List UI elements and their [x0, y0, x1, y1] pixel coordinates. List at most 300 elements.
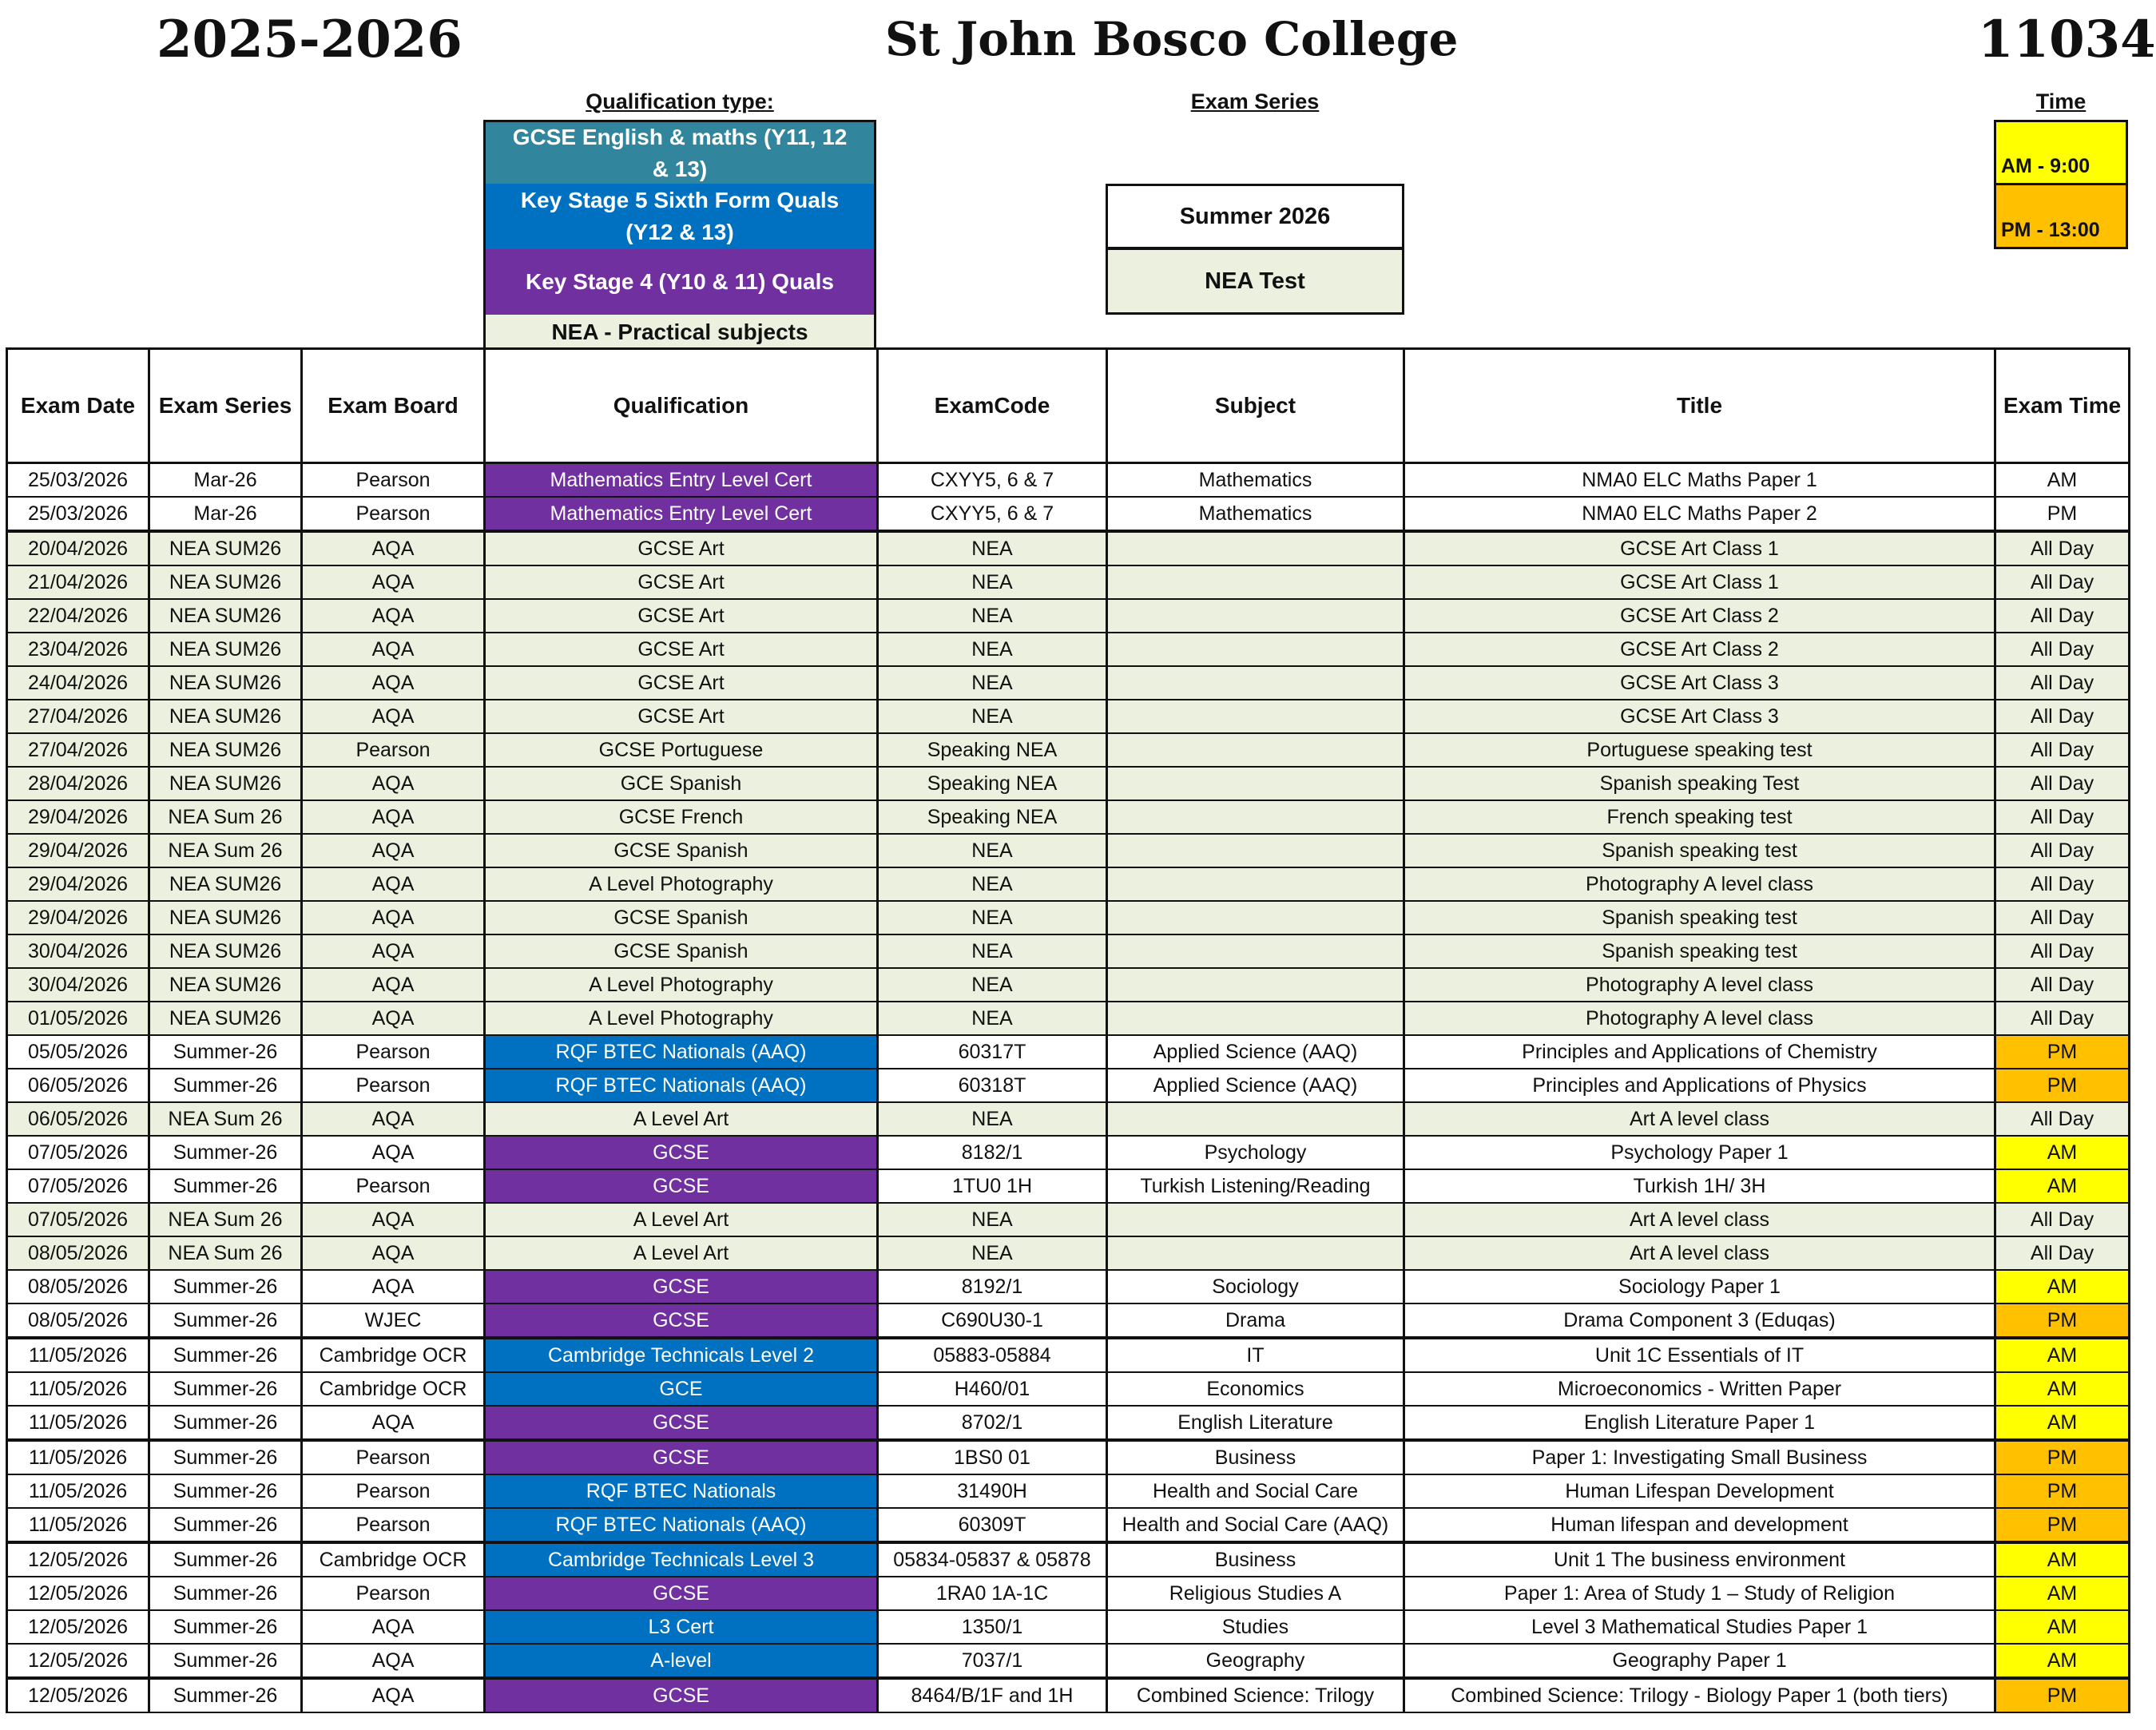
- cell-qualification: GCSE Art: [485, 599, 878, 633]
- cell-exam-date: 27/04/2026: [7, 700, 149, 733]
- cell-exam-board: Pearson: [302, 1169, 485, 1203]
- cell-exam-time: AM: [1995, 1542, 2130, 1577]
- cell-exam-date: 11/05/2026: [7, 1406, 149, 1440]
- cell-exam-series: Summer-26: [149, 1035, 302, 1069]
- cell-exam-time: AM: [1995, 1169, 2130, 1203]
- table-row: [7, 599, 2130, 633]
- cell-exam-board: Cambridge OCR: [302, 1372, 485, 1406]
- cell-exam-series: NEA Sum 26: [149, 800, 302, 834]
- cell-exam-code: 05883-05884: [878, 1338, 1107, 1372]
- cell-exam-date: 12/05/2026: [7, 1644, 149, 1678]
- cell-subject: [1107, 1203, 1404, 1236]
- cell-exam-code: Speaking NEA: [878, 767, 1107, 800]
- cell-qualification: Cambridge Technicals Level 2: [485, 1338, 878, 1372]
- cell-exam-code: CXYY5, 6 & 7: [878, 463, 1107, 498]
- cell-exam-time: All Day: [1995, 767, 2130, 800]
- cell-qualification: GCE: [485, 1372, 878, 1406]
- cell-exam-series: Summer-26: [149, 1678, 302, 1712]
- cell-exam-time: All Day: [1995, 733, 2130, 767]
- cell-exam-date: 23/04/2026: [7, 633, 149, 666]
- legend-key-stage-4: [483, 249, 876, 315]
- cell-exam-board: Pearson: [302, 463, 485, 498]
- cell-exam-board: Pearson: [302, 497, 485, 531]
- cell-subject: Combined Science: Trilogy: [1107, 1678, 1404, 1712]
- cell-exam-board: AQA: [302, 901, 485, 934]
- cell-exam-code: CXYY5, 6 & 7: [878, 497, 1107, 531]
- cell-exam-date: 07/05/2026: [7, 1203, 149, 1236]
- cell-qualification: Mathematics Entry Level Cert: [485, 463, 878, 498]
- cell-exam-board: AQA: [302, 633, 485, 666]
- cell-exam-time: PM: [1995, 1440, 2130, 1474]
- cell-exam-code: NEA: [878, 1102, 1107, 1136]
- cell-exam-time: AM: [1995, 1270, 2130, 1303]
- cell-title: GCSE Art Class 2: [1404, 599, 1995, 633]
- cell-exam-date: 11/05/2026: [7, 1508, 149, 1542]
- cell-qualification: A Level Art: [485, 1102, 878, 1136]
- cell-qualification: GCSE: [485, 1169, 878, 1203]
- cell-title: Art A level class: [1404, 1102, 1995, 1136]
- academic-year: 2025-2026: [157, 10, 463, 69]
- cell-subject: [1107, 1002, 1404, 1035]
- cell-exam-series: Mar-26: [149, 497, 302, 531]
- cell-exam-code: 05834-05837 & 05878: [878, 1542, 1107, 1577]
- cell-exam-date: 12/05/2026: [7, 1610, 149, 1644]
- cell-title: GCSE Art Class 3: [1404, 700, 1995, 733]
- cell-exam-time: AM: [1995, 1406, 2130, 1440]
- cell-exam-board: AQA: [302, 1610, 485, 1644]
- column-header-exam-code: ExamCode: [878, 349, 1107, 463]
- cell-exam-board: AQA: [302, 666, 485, 700]
- cell-title: NMA0 ELC Maths Paper 1: [1404, 463, 1995, 498]
- cell-exam-time: All Day: [1995, 700, 2130, 733]
- cell-exam-code: Speaking NEA: [878, 800, 1107, 834]
- cell-exam-time: AM: [1995, 1136, 2130, 1169]
- cell-exam-code: 8192/1: [878, 1270, 1107, 1303]
- cell-exam-date: 22/04/2026: [7, 599, 149, 633]
- cell-exam-date: 08/05/2026: [7, 1303, 149, 1338]
- cell-exam-time: All Day: [1995, 633, 2130, 666]
- cell-exam-board: Cambridge OCR: [302, 1338, 485, 1372]
- cell-exam-time: PM: [1995, 1508, 2130, 1542]
- cell-exam-series: Summer-26: [149, 1372, 302, 1406]
- cell-exam-time: All Day: [1995, 934, 2130, 968]
- series-label: NEA Test: [1205, 268, 1305, 294]
- column-header-exam-date: Exam Date: [7, 349, 149, 463]
- cell-exam-date: 25/03/2026: [7, 497, 149, 531]
- cell-exam-date: 12/05/2026: [7, 1577, 149, 1610]
- table-row: [7, 867, 2130, 901]
- cell-exam-series: NEA SUM26: [149, 934, 302, 968]
- cell-exam-board: AQA: [302, 1203, 485, 1236]
- cell-qualification: A Level Photography: [485, 968, 878, 1002]
- cell-exam-board: AQA: [302, 1136, 485, 1169]
- cell-exam-code: 60309T: [878, 1508, 1107, 1542]
- cell-exam-series: NEA SUM26: [149, 599, 302, 633]
- cell-exam-time: All Day: [1995, 1002, 2130, 1035]
- cell-exam-code: NEA: [878, 666, 1107, 700]
- cell-qualification: GCSE: [485, 1406, 878, 1440]
- table-row: [7, 1338, 2130, 1372]
- legend-label: Key Stage 5 Sixth Form Quals (Y12 & 13): [520, 188, 840, 244]
- table-row: [7, 463, 2130, 498]
- table-row: [7, 1440, 2130, 1474]
- cell-title: NMA0 ELC Maths Paper 2: [1404, 497, 1995, 531]
- table-row: [7, 733, 2130, 767]
- cell-exam-code: NEA: [878, 834, 1107, 867]
- cell-subject: [1107, 565, 1404, 599]
- cell-exam-time: PM: [1995, 1069, 2130, 1102]
- table-row: [7, 666, 2130, 700]
- cell-exam-board: Cambridge OCR: [302, 1542, 485, 1577]
- cell-title: Sociology Paper 1: [1404, 1270, 1995, 1303]
- cell-title: Spanish speaking test: [1404, 901, 1995, 934]
- cell-exam-board: AQA: [302, 767, 485, 800]
- cell-title: Spanish speaking test: [1404, 834, 1995, 867]
- cell-exam-code: 60318T: [878, 1069, 1107, 1102]
- cell-title: Microeconomics - Written Paper: [1404, 1372, 1995, 1406]
- cell-subject: [1107, 1102, 1404, 1136]
- cell-title: Geography Paper 1: [1404, 1644, 1995, 1678]
- cell-title: Paper 1: Area of Study 1 – Study of Religion: [1404, 1577, 1995, 1610]
- cell-title: GCSE Art Class 1: [1404, 531, 1995, 565]
- table-row: [7, 565, 2130, 599]
- table-row: [7, 1406, 2130, 1440]
- time-heading: Time: [2035, 89, 2087, 113]
- cell-exam-time: AM: [1995, 1338, 2130, 1372]
- cell-exam-time: All Day: [1995, 1203, 2130, 1236]
- cell-exam-board: Pearson: [302, 1577, 485, 1610]
- cell-exam-time: All Day: [1995, 1102, 2130, 1136]
- cell-exam-date: 29/04/2026: [7, 867, 149, 901]
- cell-qualification: GCSE Art: [485, 700, 878, 733]
- school-name: St John Bosco College: [885, 12, 1459, 66]
- cell-exam-time: All Day: [1995, 867, 2130, 901]
- cell-exam-board: AQA: [302, 934, 485, 968]
- cell-qualification: RQF BTEC Nationals: [485, 1474, 878, 1508]
- cell-exam-date: 06/05/2026: [7, 1069, 149, 1102]
- cell-exam-date: 01/05/2026: [7, 1002, 149, 1035]
- cell-qualification: GCSE: [485, 1678, 878, 1712]
- cell-exam-series: NEA SUM26: [149, 565, 302, 599]
- legend-label: GCSE English & maths (Y11, 12 & 13): [512, 124, 848, 181]
- cell-title: Combined Science: Trilogy - Biology Paper 1 (both tiers): [1404, 1678, 1995, 1712]
- cell-exam-code: NEA: [878, 599, 1107, 633]
- cell-subject: Applied Science (AAQ): [1107, 1035, 1404, 1069]
- cell-qualification: GCSE: [485, 1577, 878, 1610]
- cell-exam-series: Summer-26: [149, 1136, 302, 1169]
- cell-exam-date: 11/05/2026: [7, 1440, 149, 1474]
- cell-exam-code: NEA: [878, 700, 1107, 733]
- cell-qualification: A Level Photography: [485, 867, 878, 901]
- table-row: [7, 968, 2130, 1002]
- time-label: PM - 13:00: [2001, 219, 2100, 241]
- cell-exam-code: NEA: [878, 901, 1107, 934]
- cell-exam-code: NEA: [878, 968, 1107, 1002]
- cell-exam-code: NEA: [878, 633, 1107, 666]
- table-row: [7, 1136, 2130, 1169]
- cell-qualification: GCSE Art: [485, 633, 878, 666]
- cell-exam-series: NEA SUM26: [149, 531, 302, 565]
- legend-nea-practical: [483, 315, 876, 349]
- table-row: [7, 1577, 2130, 1610]
- cell-title: GCSE Art Class 2: [1404, 633, 1995, 666]
- cell-exam-series: NEA SUM26: [149, 968, 302, 1002]
- cell-exam-board: Pearson: [302, 1508, 485, 1542]
- cell-title: Principles and Applications of Physics: [1404, 1069, 1995, 1102]
- cell-exam-date: 07/05/2026: [7, 1169, 149, 1203]
- column-header-qualification: Qualification: [485, 349, 878, 463]
- table-row: [7, 700, 2130, 733]
- cell-exam-code: 1BS0 01: [878, 1440, 1107, 1474]
- cell-exam-board: AQA: [302, 565, 485, 599]
- cell-exam-board: AQA: [302, 1270, 485, 1303]
- cell-exam-series: NEA SUM26: [149, 901, 302, 934]
- cell-qualification: A Level Photography: [485, 1002, 878, 1035]
- cell-exam-time: AM: [1995, 1372, 2130, 1406]
- cell-exam-code: NEA: [878, 1203, 1107, 1236]
- cell-exam-board: Pearson: [302, 1069, 485, 1102]
- cell-exam-series: Summer-26: [149, 1542, 302, 1577]
- cell-exam-code: 1350/1: [878, 1610, 1107, 1644]
- cell-exam-series: Summer-26: [149, 1644, 302, 1678]
- cell-title: English Literature Paper 1: [1404, 1406, 1995, 1440]
- cell-exam-series: Summer-26: [149, 1406, 302, 1440]
- cell-subject: [1107, 901, 1404, 934]
- cell-exam-board: AQA: [302, 968, 485, 1002]
- cell-qualification: Mathematics Entry Level Cert: [485, 497, 878, 531]
- cell-exam-board: AQA: [302, 531, 485, 565]
- cell-exam-board: AQA: [302, 834, 485, 867]
- cell-subject: Drama: [1107, 1303, 1404, 1338]
- time-label: AM - 9:00: [2001, 155, 2090, 177]
- cell-exam-time: All Day: [1995, 531, 2130, 565]
- cell-exam-series: NEA SUM26: [149, 633, 302, 666]
- cell-exam-date: 21/04/2026: [7, 565, 149, 599]
- cell-qualification: RQF BTEC Nationals (AAQ): [485, 1035, 878, 1069]
- cell-title: GCSE Art Class 3: [1404, 666, 1995, 700]
- cell-exam-time: All Day: [1995, 666, 2130, 700]
- cell-exam-date: 24/04/2026: [7, 666, 149, 700]
- cell-exam-board: Pearson: [302, 1035, 485, 1069]
- cell-subject: [1107, 968, 1404, 1002]
- cell-title: Level 3 Mathematical Studies Paper 1: [1404, 1610, 1995, 1644]
- table-row: [7, 834, 2130, 867]
- cell-subject: [1107, 934, 1404, 968]
- cell-exam-series: Summer-26: [149, 1338, 302, 1372]
- cell-subject: Psychology: [1107, 1136, 1404, 1169]
- cell-exam-code: 8464/B/1F and 1H: [878, 1678, 1107, 1712]
- cell-qualification: A Level Art: [485, 1203, 878, 1236]
- cell-exam-date: 08/05/2026: [7, 1236, 149, 1270]
- cell-exam-date: 12/05/2026: [7, 1678, 149, 1712]
- column-header-exam-board: Exam Board: [302, 349, 485, 463]
- cell-exam-time: All Day: [1995, 968, 2130, 1002]
- cell-exam-date: 29/04/2026: [7, 834, 149, 867]
- cell-exam-series: NEA Sum 26: [149, 1203, 302, 1236]
- table-row: [7, 531, 2130, 565]
- table-row: [7, 1203, 2130, 1236]
- table-row: [7, 1102, 2130, 1136]
- series-summer-2026: [1106, 184, 1404, 249]
- cell-qualification: Cambridge Technicals Level 3: [485, 1542, 878, 1577]
- column-header-title: Title: [1404, 349, 1995, 463]
- cell-subject: [1107, 800, 1404, 834]
- cell-subject: Mathematics: [1107, 463, 1404, 498]
- cell-exam-time: AM: [1995, 1610, 2130, 1644]
- cell-qualification: GCSE: [485, 1136, 878, 1169]
- cell-subject: Business: [1107, 1542, 1404, 1577]
- table-row: [7, 1002, 2130, 1035]
- table-row: [7, 1372, 2130, 1406]
- cell-subject: [1107, 834, 1404, 867]
- table-row: [7, 1508, 2130, 1542]
- cell-qualification: GCSE Art: [485, 666, 878, 700]
- cell-exam-series: Mar-26: [149, 463, 302, 498]
- cell-subject: [1107, 1236, 1404, 1270]
- table-row: [7, 800, 2130, 834]
- cell-exam-board: AQA: [302, 800, 485, 834]
- cell-title: GCSE Art Class 1: [1404, 565, 1995, 599]
- cell-subject: [1107, 633, 1404, 666]
- cell-title: Art A level class: [1404, 1203, 1995, 1236]
- column-header-subject: Subject: [1107, 349, 1404, 463]
- cell-exam-time: All Day: [1995, 599, 2130, 633]
- cell-exam-time: All Day: [1995, 800, 2130, 834]
- exam-timetable: [6, 347, 2130, 1713]
- cell-exam-time: All Day: [1995, 1236, 2130, 1270]
- cell-exam-date: 11/05/2026: [7, 1338, 149, 1372]
- cell-subject: [1107, 767, 1404, 800]
- cell-qualification: A-level: [485, 1644, 878, 1678]
- cell-exam-time: All Day: [1995, 565, 2130, 599]
- cell-qualification: GCSE Portuguese: [485, 733, 878, 767]
- cell-exam-time: PM: [1995, 1303, 2130, 1338]
- cell-exam-code: 1RA0 1A-1C: [878, 1577, 1107, 1610]
- table-row: [7, 1474, 2130, 1508]
- cell-exam-series: NEA SUM26: [149, 767, 302, 800]
- cell-subject: Turkish Listening/Reading: [1107, 1169, 1404, 1203]
- cell-exam-date: 05/05/2026: [7, 1035, 149, 1069]
- cell-exam-code: NEA: [878, 1002, 1107, 1035]
- cell-title: Unit 1C Essentials of IT: [1404, 1338, 1995, 1372]
- cell-exam-code: 31490H: [878, 1474, 1107, 1508]
- cell-qualification: GCSE Spanish: [485, 934, 878, 968]
- cell-title: Psychology Paper 1: [1404, 1136, 1995, 1169]
- cell-exam-series: Summer-26: [149, 1303, 302, 1338]
- cell-exam-series: Summer-26: [149, 1069, 302, 1102]
- cell-subject: English Literature: [1107, 1406, 1404, 1440]
- cell-exam-code: NEA: [878, 565, 1107, 599]
- cell-exam-time: AM: [1995, 463, 2130, 498]
- cell-exam-series: NEA Sum 26: [149, 1102, 302, 1136]
- table-row: [7, 1236, 2130, 1270]
- cell-title: Spanish speaking test: [1404, 934, 1995, 968]
- cell-subject: Health and Social Care: [1107, 1474, 1404, 1508]
- cell-title: French speaking test: [1404, 800, 1995, 834]
- cell-title: Paper 1: Investigating Small Business: [1404, 1440, 1995, 1474]
- column-header-exam-time: Exam Time: [1995, 349, 2130, 463]
- table-row: [7, 497, 2130, 531]
- cell-exam-date: 25/03/2026: [7, 463, 149, 498]
- table-header-row: [7, 349, 2130, 463]
- cell-exam-board: WJEC: [302, 1303, 485, 1338]
- cell-exam-code: 8702/1: [878, 1406, 1107, 1440]
- cell-title: Human lifespan and development: [1404, 1508, 1995, 1542]
- cell-exam-code: H460/01: [878, 1372, 1107, 1406]
- cell-exam-date: 29/04/2026: [7, 901, 149, 934]
- table-row: [7, 1644, 2130, 1678]
- table-row: [7, 1303, 2130, 1338]
- cell-exam-date: 12/05/2026: [7, 1542, 149, 1577]
- legend-gcse-english-maths: [483, 120, 876, 184]
- cell-title: Spanish speaking Test: [1404, 767, 1995, 800]
- table-row: [7, 1610, 2130, 1644]
- cell-exam-date: 07/05/2026: [7, 1136, 149, 1169]
- table-body: [7, 463, 2130, 1713]
- cell-title: Human Lifespan Development: [1404, 1474, 1995, 1508]
- centre-number: 11034: [1978, 10, 2156, 69]
- cell-exam-date: 30/04/2026: [7, 934, 149, 968]
- cell-subject: Applied Science (AAQ): [1107, 1069, 1404, 1102]
- cell-exam-series: Summer-26: [149, 1169, 302, 1203]
- legend-label: NEA - Practical subjects: [551, 319, 808, 344]
- cell-title: Drama Component 3 (Eduqas): [1404, 1303, 1995, 1338]
- cell-exam-code: 60317T: [878, 1035, 1107, 1069]
- cell-subject: IT: [1107, 1338, 1404, 1372]
- cell-qualification: RQF BTEC Nationals (AAQ): [485, 1069, 878, 1102]
- cell-exam-board: AQA: [302, 1102, 485, 1136]
- cell-exam-board: AQA: [302, 1678, 485, 1712]
- cell-subject: [1107, 666, 1404, 700]
- exam-series-heading: Exam Series: [1190, 89, 1320, 113]
- cell-exam-code: NEA: [878, 934, 1107, 968]
- table-row: [7, 1069, 2130, 1102]
- table-row: [7, 1035, 2130, 1069]
- cell-exam-board: AQA: [302, 867, 485, 901]
- cell-exam-time: All Day: [1995, 901, 2130, 934]
- cell-qualification: GCSE Art: [485, 565, 878, 599]
- cell-subject: Sociology: [1107, 1270, 1404, 1303]
- cell-exam-date: 27/04/2026: [7, 733, 149, 767]
- series-nea-test: [1106, 248, 1404, 315]
- cell-exam-series: NEA SUM26: [149, 700, 302, 733]
- cell-exam-time: AM: [1995, 1577, 2130, 1610]
- cell-exam-date: 29/04/2026: [7, 800, 149, 834]
- cell-exam-code: 8182/1: [878, 1136, 1107, 1169]
- cell-exam-board: AQA: [302, 1236, 485, 1270]
- cell-exam-time: All Day: [1995, 834, 2130, 867]
- cell-qualification: GCSE: [485, 1440, 878, 1474]
- table-row: [7, 633, 2130, 666]
- cell-exam-date: 20/04/2026: [7, 531, 149, 565]
- cell-exam-time: PM: [1995, 1474, 2130, 1508]
- cell-exam-series: Summer-26: [149, 1508, 302, 1542]
- cell-exam-board: AQA: [302, 1406, 485, 1440]
- cell-qualification: GCSE: [485, 1303, 878, 1338]
- cell-exam-board: Pearson: [302, 1440, 485, 1474]
- cell-exam-time: PM: [1995, 497, 2130, 531]
- cell-exam-series: NEA Sum 26: [149, 1236, 302, 1270]
- cell-qualification: GCSE Art: [485, 531, 878, 565]
- cell-exam-date: 11/05/2026: [7, 1372, 149, 1406]
- column-header-exam-series: Exam Series: [149, 349, 302, 463]
- cell-subject: Studies: [1107, 1610, 1404, 1644]
- cell-exam-series: Summer-26: [149, 1440, 302, 1474]
- cell-exam-time: PM: [1995, 1678, 2130, 1712]
- cell-exam-date: 08/05/2026: [7, 1270, 149, 1303]
- cell-qualification: GCSE Spanish: [485, 901, 878, 934]
- cell-exam-code: NEA: [878, 1236, 1107, 1270]
